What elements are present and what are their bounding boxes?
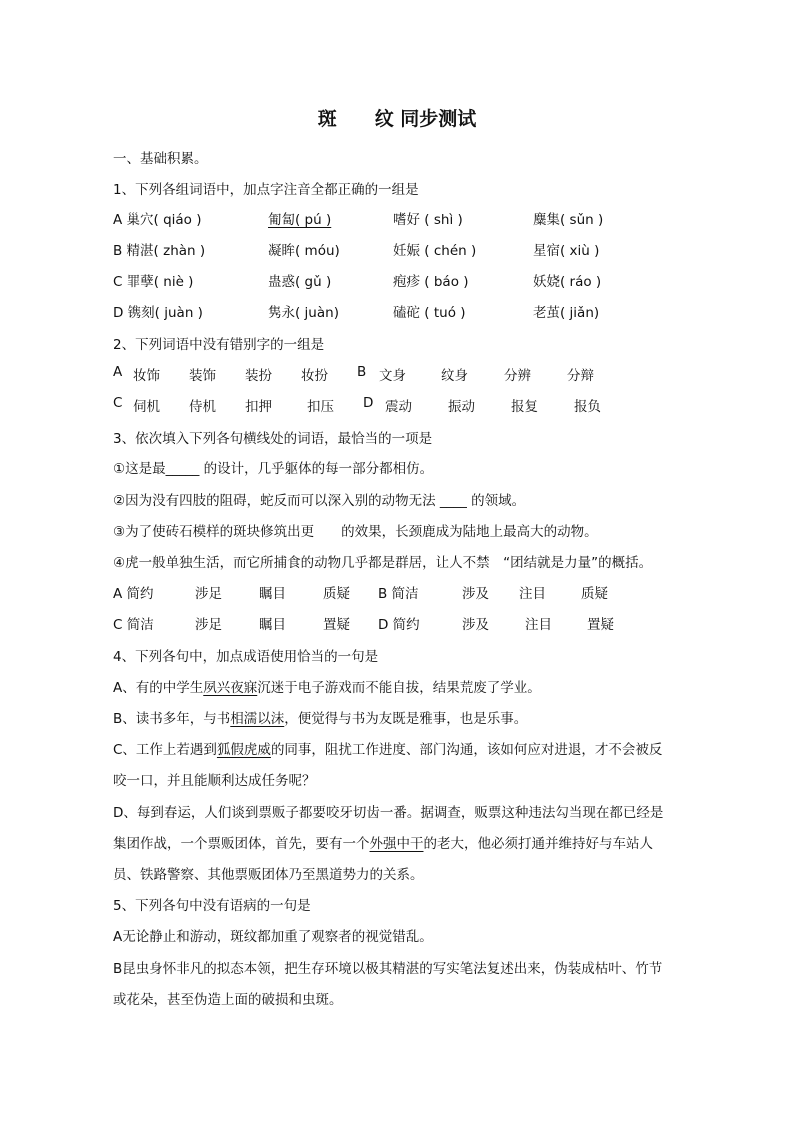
q2-opt: 振动	[448, 399, 475, 415]
q3-sentence-4: ④虎一般单独生活，而它所捕食的动物几乎都是群居，让人不禁 “团结就是力量”的概括。	[113, 555, 653, 571]
q4-a-pre: A、有的中学生	[113, 680, 204, 696]
q2-opt: 妆饰	[133, 368, 160, 384]
q1-c-2: 蛊惑( gǔ )	[268, 274, 332, 290]
q2-opt: 分辩	[567, 368, 594, 384]
q1-a-3: 嗜好 ( shì )	[393, 212, 463, 228]
q4-option-d-line-2	[113, 832, 653, 852]
q3-opt: 瞩目	[259, 586, 286, 602]
q1-row-c	[113, 270, 633, 292]
q3-row-2	[113, 613, 633, 635]
q2-opt: 报负	[574, 399, 601, 415]
q1-c-4: 妖娆( ráo )	[533, 274, 602, 290]
q1-b-3: 妊娠 ( chén )	[393, 243, 477, 259]
q3-opt: 质疑	[581, 586, 608, 602]
q2-opt: 报复	[511, 399, 538, 415]
q3-row-1	[113, 582, 633, 604]
q4-option-d-line-3: 员、铁路警察、其他票贩团体乃至黑道势力的关系。	[113, 867, 424, 883]
q3-sentence-1: ①这是最_____ 的设计，几乎躯体的每一部分都相仿。	[113, 461, 434, 477]
q4-a-post: 沉迷于电子游戏而不能自拔，结果荒废了学业。	[257, 680, 541, 696]
q2-opt: 装饰	[189, 368, 216, 384]
q4-c-idiom: 狐假虎威	[216, 742, 271, 758]
q1-d-3: 磕砣 ( tuó )	[393, 305, 466, 321]
q4-option-c-line-2: 咬一口，并且能顺利达成任务呢？	[113, 773, 316, 789]
q3-opt: 注目	[525, 617, 552, 633]
q3-sentence-3: ③为了使砖石模样的斑块修筑出更 的效果，长颈鹿成为陆地上最高大的动物。	[113, 524, 598, 540]
q2-label-a: A	[113, 364, 123, 380]
question-5-stem: 5、下列各句中没有语病的一句是	[113, 898, 311, 914]
q4-option-c-line-1	[113, 738, 662, 758]
q1-row-b	[113, 239, 633, 261]
q4-d-pre: 集团作战，一个票贩团体，首先，要有一个	[113, 836, 370, 852]
q2-label-b: B	[357, 364, 367, 380]
q4-option-a	[113, 676, 541, 696]
q2-opt: 侍机	[189, 399, 216, 415]
q2-opt: 文身	[379, 368, 406, 384]
q1-d-2: 隽永( juàn)	[268, 305, 339, 321]
q3-opt: A 简约	[113, 586, 154, 602]
q4-b-post: ，便觉得与书为友既是雅事，也是乐事。	[284, 711, 528, 727]
q4-d-post: 的老大，他必须打通并维持好与车站人	[423, 836, 653, 852]
q4-a-idiom: 夙兴夜寐	[203, 680, 258, 696]
q1-c-1: C 罪孽( niè )	[113, 274, 194, 290]
q2-label-d: D	[363, 395, 374, 411]
q3-opt: 质疑	[323, 586, 350, 602]
q1-c-3: 疱疹 ( báo )	[393, 274, 469, 290]
q3-opt: D 简约	[378, 617, 420, 633]
q2-opt: 扣押	[245, 399, 272, 415]
q1-d-4: 老茧( jiǎn)	[533, 305, 600, 321]
q2-opt: 伺机	[133, 399, 160, 415]
q1-b-2: 凝眸( móu)	[268, 243, 340, 259]
q3-opt: 涉足	[195, 586, 222, 602]
question-1-stem: 1、下列各组词语中，加点字注音全都正确的一组是	[113, 182, 419, 198]
q4-b-idiom: 相濡以沫	[230, 711, 285, 727]
section-heading: 一、基础积累。	[113, 151, 208, 167]
q5-option-b-line-1: B昆虫身怀非凡的拟态本领，把生存环境以极其精湛的写实笔法复述出来，伪装成枯叶、竹节	[113, 961, 663, 977]
q2-row-2	[113, 395, 633, 417]
q1-d-1: D 镌刻( juàn )	[113, 305, 203, 321]
q3-opt: 注目	[519, 586, 546, 602]
q1-a-4: 麋集( sǔn )	[533, 212, 604, 228]
q3-opt: 瞩目	[259, 617, 286, 633]
q1-row-d	[113, 301, 633, 323]
q2-opt: 装扮	[245, 368, 272, 384]
q1-row-a	[113, 208, 633, 230]
q4-c-pre: C、工作上若遇到	[113, 742, 217, 758]
q1-b-4: 星宿( xiù )	[533, 243, 600, 259]
q2-label-c: C	[113, 395, 123, 411]
q2-opt: 纹身	[441, 368, 468, 384]
q4-b-pre: B、读书多年，与书	[113, 711, 231, 727]
q2-row-1	[113, 364, 633, 386]
page-title: 斑 纹 同步测试	[317, 108, 477, 130]
q3-opt: 涉足	[195, 617, 222, 633]
q3-opt: 置疑	[587, 617, 614, 633]
q3-sentence-2: ②因为没有四肢的阻碍，蛇反而可以深入别的动物无法 ____ 的领域。	[113, 493, 526, 509]
q5-option-a: A无论静止和游动，斑纹都加重了观察者的视觉错乱。	[113, 929, 433, 945]
q5-option-b-line-2: 或花朵，甚至伪造上面的破损和虫斑。	[113, 992, 343, 1008]
q3-opt: 涉及	[462, 586, 489, 602]
q2-opt: 妆扮	[301, 368, 328, 384]
q1-b-1: B 精湛( zhàn )	[113, 243, 206, 259]
q4-option-b	[113, 707, 527, 727]
q4-c-post: 的同事，阻扰工作进度、部门沟通，该如何应对进退，才不会被反	[270, 742, 663, 758]
question-2-stem: 2、下列词语中没有错别字的一组是	[113, 337, 325, 353]
q3-opt: B 简洁	[378, 586, 419, 602]
q3-opt: C 简洁	[113, 617, 154, 633]
q1-a-1: A 巢穴( qiáo )	[113, 212, 202, 228]
q1-a-2: 匍匐( pú )	[268, 212, 332, 228]
question-4-stem: 4、下列各句中，加点成语使用恰当的一句是	[113, 649, 379, 665]
q3-opt: 涉及	[462, 617, 489, 633]
q2-opt: 分辨	[504, 368, 531, 384]
question-3-stem: 3、依次填入下列各句横线处的词语，最恰当的一项是	[113, 431, 433, 447]
q4-option-d-line-1: D、每到春运，人们谈到票贩子都要咬牙切齿一番。据调查，贩票这种违法勾当现在都已经是	[113, 805, 664, 821]
q3-opt: 置疑	[323, 617, 350, 633]
q2-opt: 震动	[385, 399, 412, 415]
q4-d-idiom: 外强中干	[369, 836, 424, 852]
q2-opt: 扣压	[307, 399, 334, 415]
